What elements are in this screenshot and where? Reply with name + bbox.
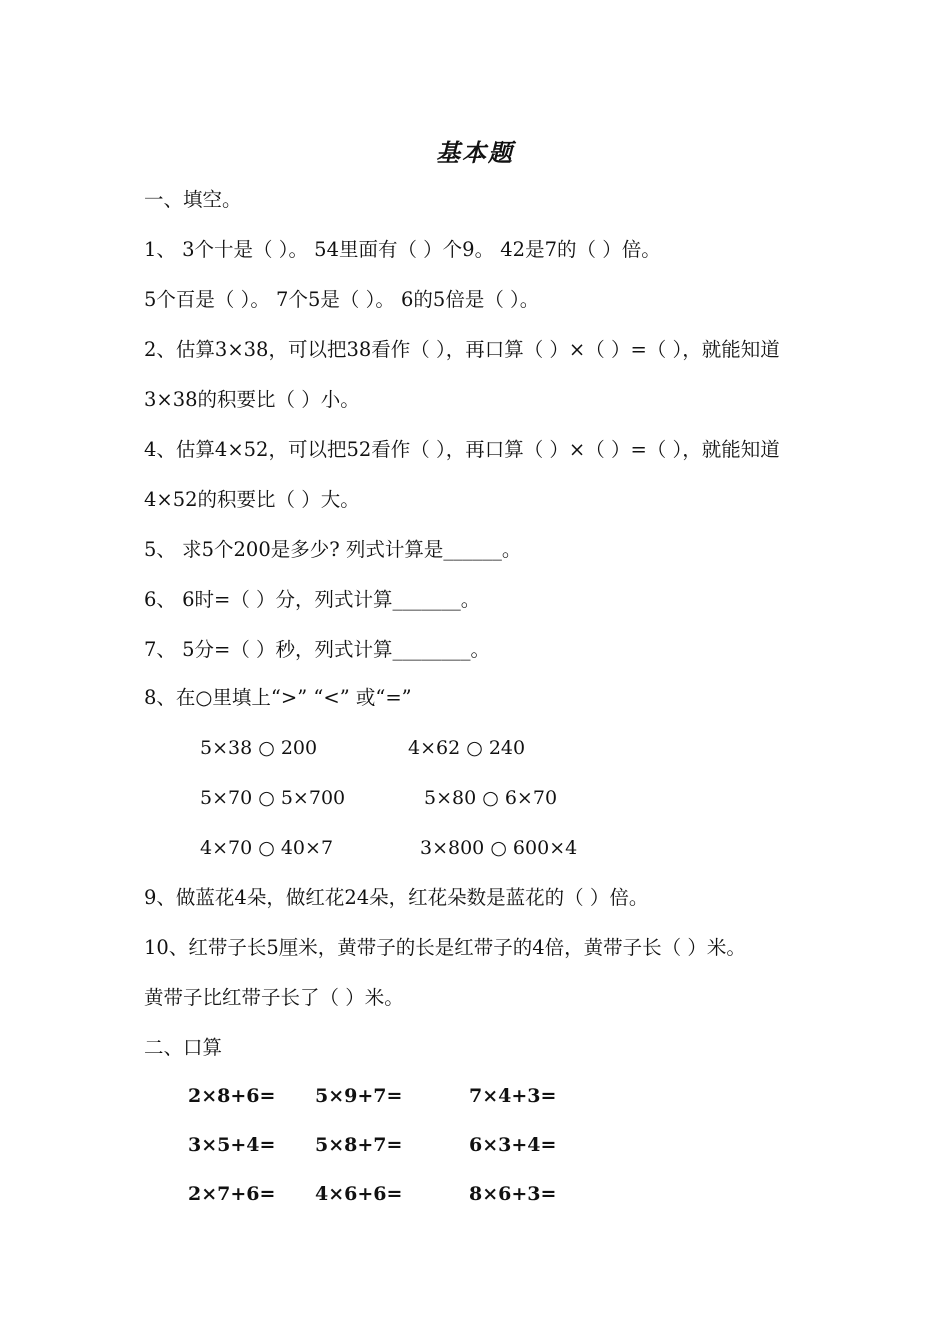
mental-math-item: 6×3+4= — [469, 1134, 557, 1156]
question-4-line-2: 4×52的积要比（ ）大。 — [144, 488, 360, 511]
mental-math-item: 8×6+3= — [469, 1183, 557, 1205]
question-4-line-1: 4、估算4×52，可以把52看作（ ），再口算（ ）×（ ）=（ ），就能知道 — [144, 438, 780, 461]
comparison-item: 3×800 ○ 600×4 — [420, 837, 578, 859]
question-2-line-2: 3×38的积要比（ ）小。 — [144, 388, 360, 411]
question-6: 6、 6时=（ ）分，列式计算_______。 — [144, 588, 481, 611]
question-2-line-1: 2、估算3×38，可以把38看作（ ），再口算（ ）×（ ）=（ ），就能知道 — [144, 338, 780, 361]
question-5: 5、 求5个200是多少? 列式计算是______。 — [144, 538, 522, 561]
question-10-line-2: 黄带子比红带子长了（ ）米。 — [144, 986, 404, 1009]
question-7: 7、 5分=（ ）秒，列式计算________。 — [144, 638, 491, 661]
mental-math-item: 2×8+6= — [188, 1085, 276, 1107]
comparison-item: 5×80 ○ 6×70 — [424, 787, 558, 809]
question-10-line-1: 10、红带子长5厘米，黄带子的长是红带子的4倍，黄带子长（ ）米。 — [144, 936, 746, 959]
question-1-line-2: 5个百是（ ）。 7个5是（ ）。 6的5倍是（ ）。 — [144, 288, 540, 311]
mental-math-item: 2×7+6= — [188, 1183, 276, 1205]
comparison-item: 5×38 ○ 200 — [200, 737, 318, 759]
question-8: 8、在○里填上“>” “<” 或“=” — [144, 686, 412, 709]
mental-math-item: 3×5+4= — [188, 1134, 276, 1156]
question-1-line-1: 1、 3个十是（ ）。 54里面有（ ）个9。 42是7的（ ）倍。 — [144, 238, 661, 261]
question-9: 9、做蓝花4朵，做红花24朵，红花朵数是蓝花的（ ）倍。 — [144, 886, 649, 909]
section-heading-fill-blank: 一、填空。 — [144, 188, 242, 211]
comparison-item: 5×70 ○ 5×700 — [200, 787, 346, 809]
comparison-item: 4×62 ○ 240 — [408, 737, 526, 759]
comparison-item: 4×70 ○ 40×7 — [200, 837, 334, 859]
section-heading-mental-math: 二、口算 — [144, 1036, 223, 1059]
mental-math-item: 5×8+7= — [315, 1134, 403, 1156]
page-title: 基本题 — [436, 138, 514, 167]
mental-math-item: 5×9+7= — [315, 1085, 403, 1107]
mental-math-item: 4×6+6= — [315, 1183, 403, 1205]
mental-math-item: 7×4+3= — [469, 1085, 557, 1107]
